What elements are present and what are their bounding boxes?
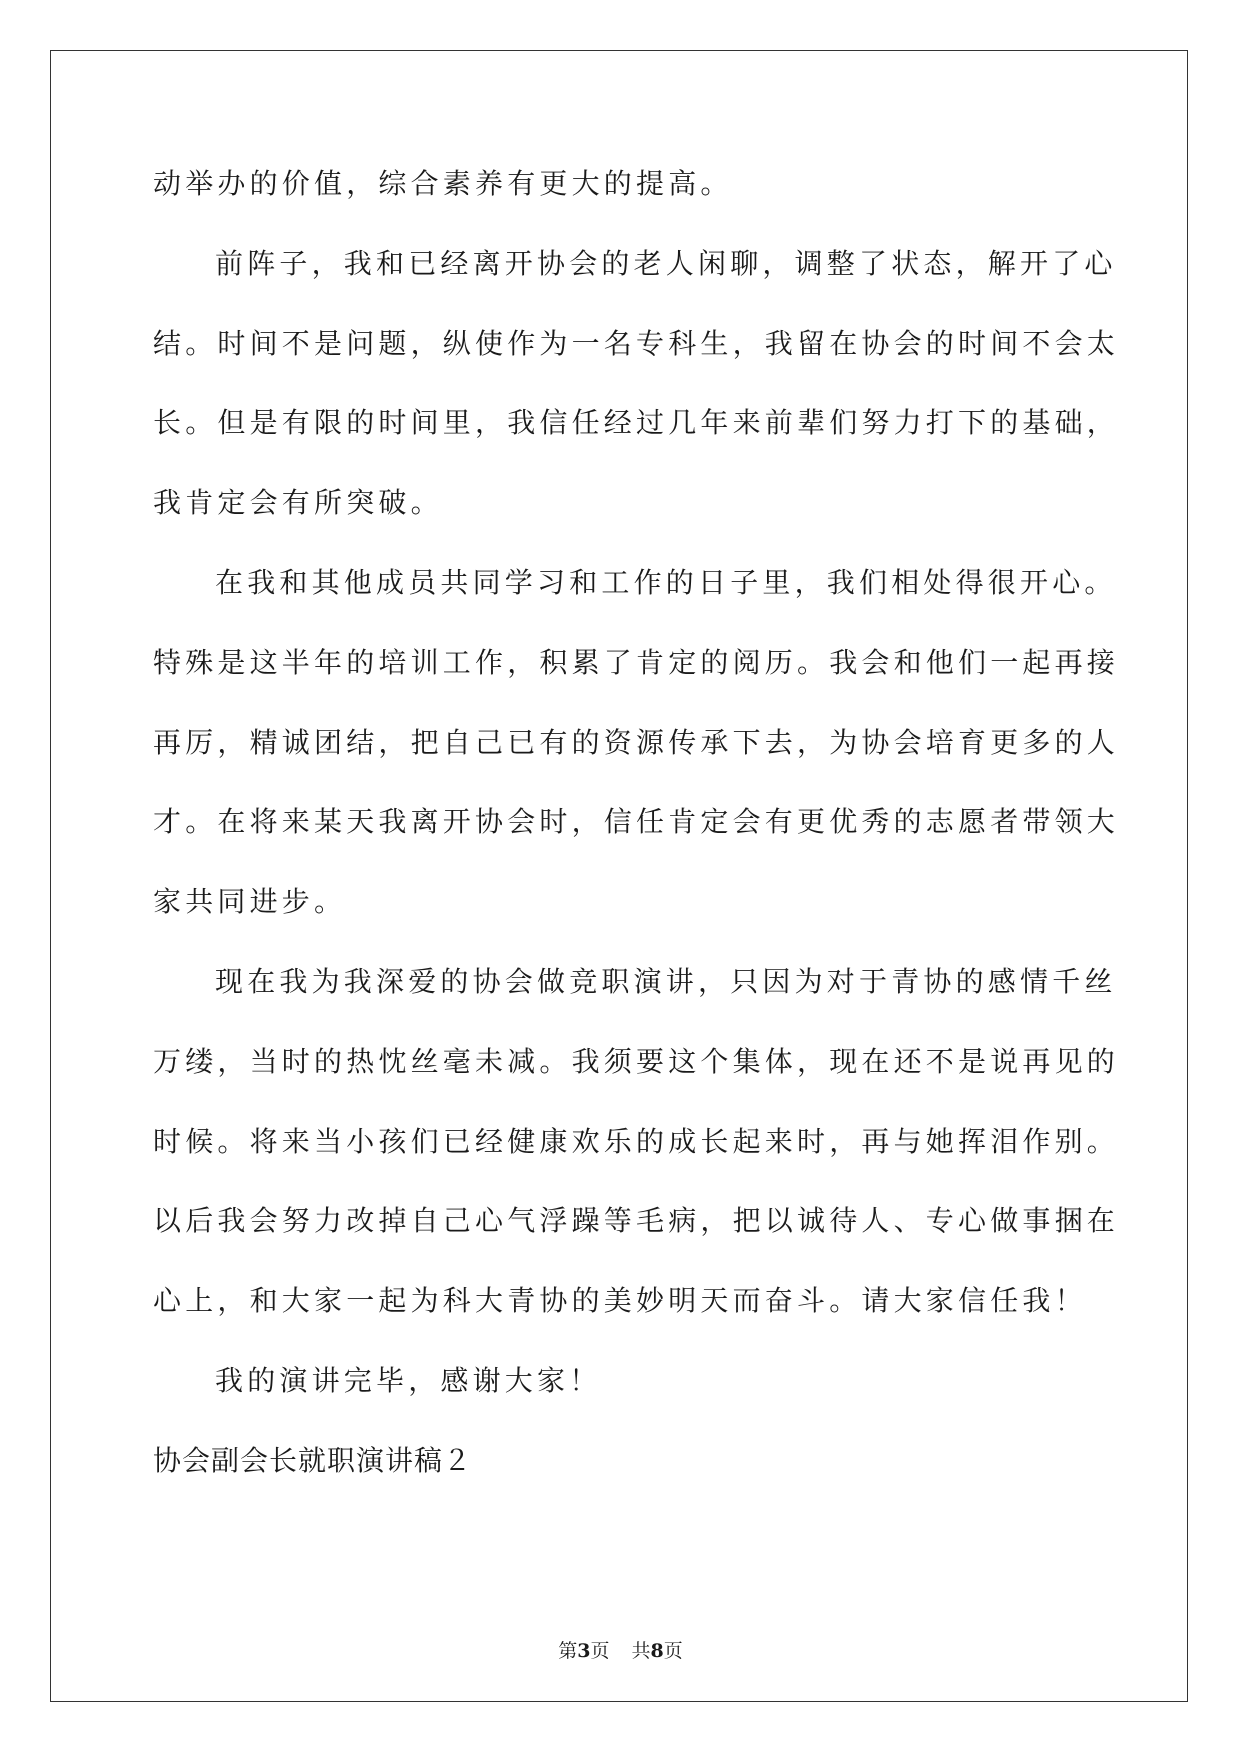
page-prefix: 第	[558, 1640, 578, 1662]
total-prefix: 共	[631, 1640, 651, 1662]
section-heading: 协会副会长就职演讲稿２	[153, 1443, 473, 1477]
text-line: 万缕，当时的热忱丝毫未减。我须要这个集体，现在还不是说再见的	[153, 1044, 1120, 1078]
text-line: 心上，和大家一起为科大青协的美妙明天而奋斗。请大家信任我！	[153, 1284, 1087, 1318]
page-label: 页	[590, 1640, 610, 1662]
total-page-number: 8	[650, 1640, 664, 1662]
text-line: 家共同进步。	[153, 885, 347, 919]
text-line: 时候。将来当小孩们已经健康欢乐的成长起来时，再与她挥泪作别。	[153, 1124, 1120, 1158]
text-line: 才。在将来某天我离开协会时，信任肯定会有更优秀的志愿者带领大	[153, 805, 1120, 839]
text-line: 以后我会努力改掉自己心气浮躁等毛病，把以诚待人、专心做事捆在	[153, 1204, 1120, 1238]
text-line: 长。但是有限的时间里，我信任经过几年来前辈们努力打下的基础，	[153, 406, 1120, 440]
paragraph-start-line: 现在我为我深爱的协会做竞职演讲，只因为对于青协的感情千丝	[215, 964, 1117, 998]
current-page-number: 3	[577, 1640, 591, 1662]
text-line: 动举办的价值，综合素养有更大的提高。	[153, 167, 733, 200]
page-footer	[0, 1636, 1241, 1663]
text-line: 我肯定会有所突破。	[153, 486, 443, 520]
document-body	[153, 162, 1120, 1519]
paragraph-start-line: 前阵子，我和已经离开协会的老人闲聊，调整了状态，解开了心	[215, 246, 1117, 280]
total-label: 页	[663, 1640, 683, 1662]
paragraph-start-line: 在我和其他成员共同学习和工作的日子里，我们相处得很开心。	[215, 565, 1117, 599]
paragraph-start-line: 我的演讲完毕，感谢大家！	[215, 1363, 602, 1397]
text-line: 再厉，精诚团结，把自己已有的资源传承下去，为协会培育更多的人	[153, 725, 1120, 759]
text-line: 特殊是这半年的培训工作，积累了肯定的阅历。我会和他们一起再接	[153, 645, 1120, 679]
text-line: 结。时间不是问题，纵使作为一名专科生，我留在协会的时间不会太	[153, 326, 1120, 360]
